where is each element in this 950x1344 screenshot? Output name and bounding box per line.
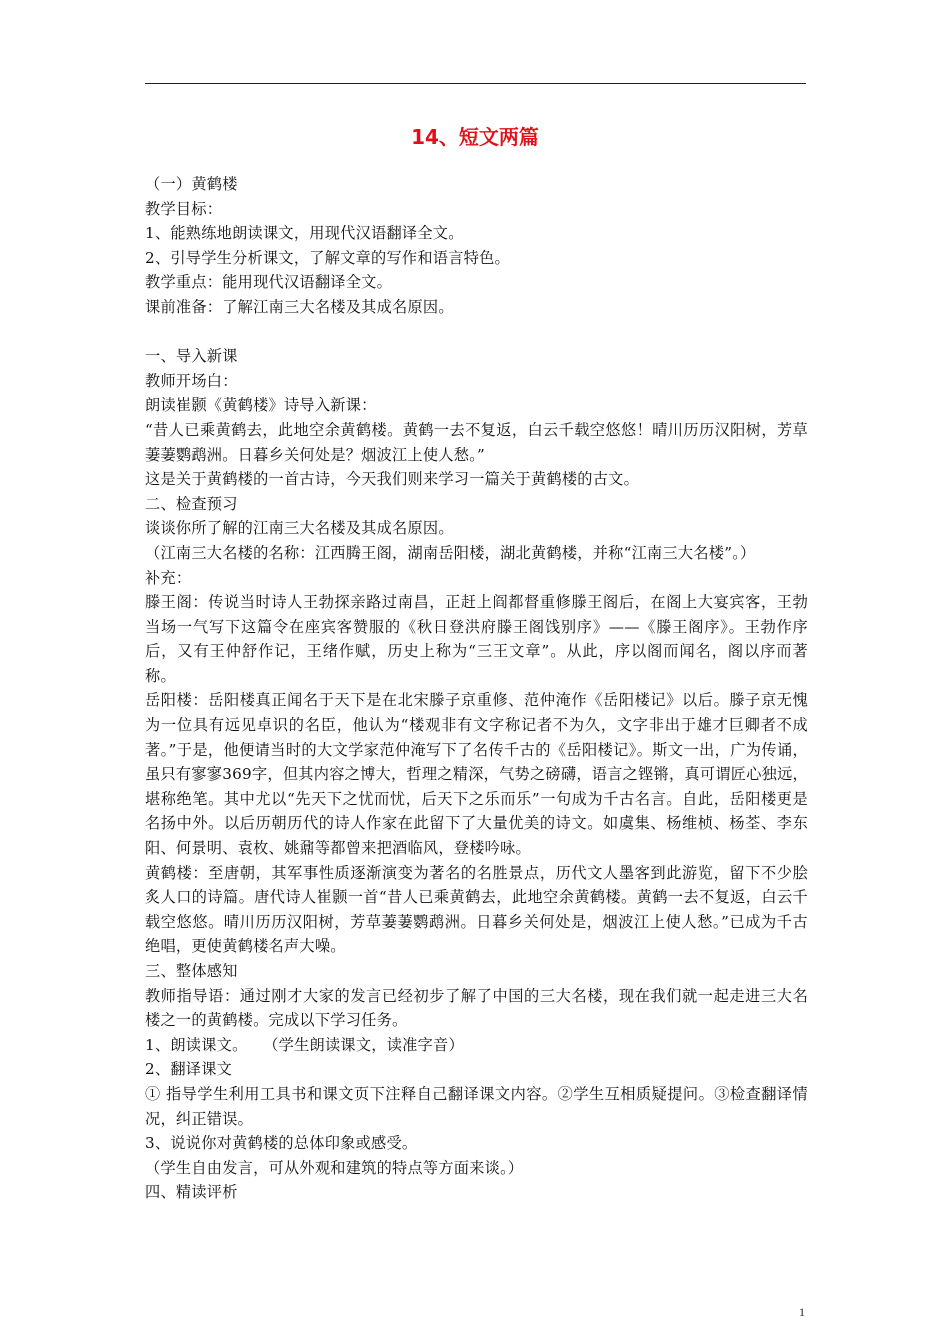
paragraph: 补充：	[145, 568, 192, 587]
paragraph: 这是关于黄鹤楼的一首古诗，今天我们则来学习一篇关于黄鹤楼的古文。	[145, 470, 639, 489]
paragraph: ① 指导学生利用工具书和课文页下注释自己翻译课文内容。②学生互相质疑提问。③检查翻译情况，纠正错误。	[145, 1084, 808, 1128]
paragraph: 2、引导学生分析课文，了解文章的写作和语言特色。	[145, 248, 510, 267]
paragraph: 黄鹤楼：至唐朝，其军事性质逐渐演变为著名的名胜景点，历代文人墨客到此游览，留下不少脍炙人口的诗篇。唐代诗人崔颢一首“昔人已乘黄鹤去，此地空余黄鹤楼。黄鹤一去不复返，白云千载空悠悠。晴川历历汉阳树，芳草萋萋鹦鹉洲。日暮乡关何处是，烟波江上使人愁。”已成为千古绝唱，更使黄鹤楼名声大噪。	[145, 863, 808, 956]
document-body	[145, 172, 808, 1205]
paragraph: 朗读崔颢《黄鹤楼》诗导入新课：	[145, 396, 377, 415]
paragraph: 滕王阁：传说当时诗人王勃探亲路过南昌，正赶上阎都督重修滕王阁后，在阁上大宴宾客，王勃当场一气写下这篇令在座宾客赞服的《秋日登洪府滕王阁饯别序》——《滕王阁序》。王勃作序后，又有王仲舒作记，王绪作赋，历史上称为“三王文章”。从此，序以阁而闻名，阁以序而著称。	[145, 593, 808, 685]
section-heading: 二、检查预习	[145, 494, 238, 513]
page-number: 1	[799, 1305, 805, 1319]
paragraph: （江南三大名楼的名称：江西腾王阁，湖南岳阳楼，湖北黄鹤楼，并称“江南三大名楼”。）	[145, 543, 756, 562]
paragraph: 教师开场白：	[145, 371, 238, 390]
document-title: 14、短文两篇	[411, 125, 539, 149]
paragraph: （学生自由发言，可从外观和建筑的特点等方面来谈。）	[145, 1158, 524, 1177]
paragraph: 课前准备：了解江南三大名楼及其成名原因。	[145, 297, 454, 316]
paragraph: 1、朗读课文。 （学生朗读课文，读准字音）	[145, 1035, 464, 1054]
section-heading: 三、整体感知	[145, 962, 238, 980]
paragraph: 教学目标：	[145, 199, 223, 218]
paragraph: 2、翻译课文	[145, 1060, 233, 1079]
poem-quote: “昔人已乘黄鹤去，此地空余黄鹤楼。黄鹤一去不复返，白云千载空悠悠！晴川历历汉阳树，芳草萋萋鹦鹉洲。日暮乡关何处是？烟波江上使人愁。”	[145, 420, 808, 464]
header-rule	[145, 83, 806, 84]
section-heading: 四、精读评析	[145, 1183, 238, 1202]
section-heading: 一、导入新课	[145, 347, 238, 366]
blank-line	[145, 320, 808, 345]
paragraph: 教师指导语：通过刚才大家的发言已经初步了解了中国的三大名楼，现在我们就一起走进三大名楼之一的黄鹤楼。完成以下学习任务。	[145, 986, 808, 1030]
paragraph: 1、能熟练地朗读课文，用现代汉语翻译全文。	[145, 224, 464, 243]
paragraph: 谈谈你所了解的江南三大名楼及其成名原因。	[145, 519, 454, 538]
paragraph: 3、说说你对黄鹤楼的总体印象或感受。	[145, 1134, 418, 1153]
paragraph: 教学重点：能用现代汉语翻译全文。	[145, 273, 392, 292]
section-heading: （一）黄鹤楼	[145, 175, 238, 193]
paragraph: 岳阳楼：岳阳楼真正闻名于天下是在北宋滕子京重修、范仲淹作《岳阳楼记》以后。滕子京无愧为一位具有远见卓识的名臣，他认为“楼观非有文字称记者不为久，文字非出于雄才巨卿者不成著。”于是，他便请当时的大文学家范仲淹写下了名传千古的《岳阳楼记》。斯文一出，广为传诵，虽只有寥寥369字，但其内容之博大，哲理之精深，气势之磅礴，语言之铿锵，真可谓匠心独远，堪称绝笔。其中尤以“先天下之忧而忧，后天下之乐而乐”一句成为千古名言。自此，岳阳楼更是名扬中外。以后历朝历代的诗人作家在此留下了大量优美的诗文。如虞集、杨维桢、杨荃、李东阳、何景明、袁枚、姚鼐等都曾来把酒临风，登楼吟咏。	[145, 691, 808, 858]
